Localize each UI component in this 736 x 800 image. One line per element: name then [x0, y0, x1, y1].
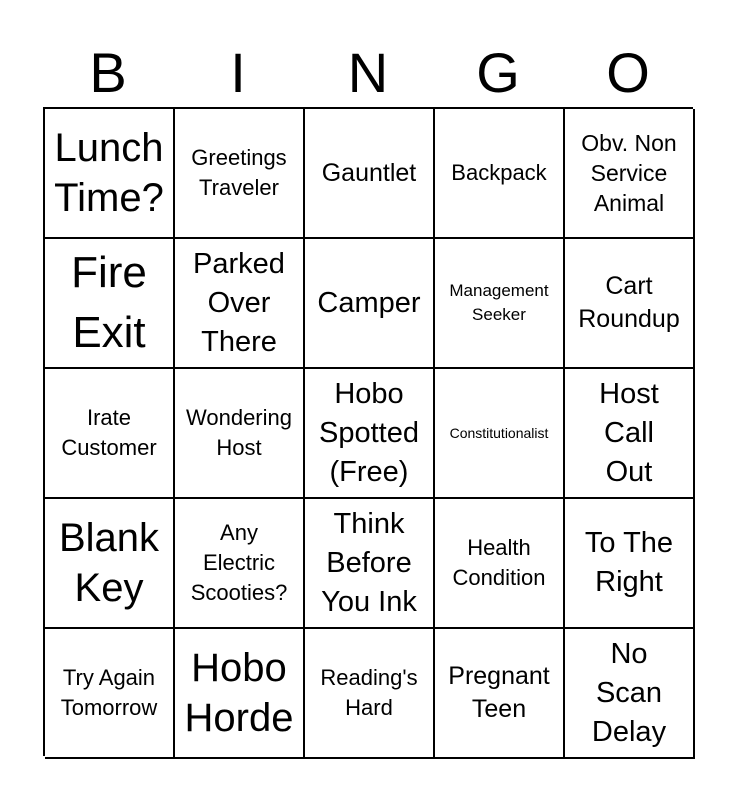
bingo-cell[interactable]	[435, 109, 565, 239]
cell-text: Parked Over There	[193, 247, 285, 358]
header-letter-i: I	[230, 41, 246, 104]
bingo-cell[interactable]	[175, 109, 305, 239]
bingo-cell[interactable]	[175, 369, 305, 499]
bingo-cell[interactable]	[565, 499, 695, 629]
bingo-cell[interactable]	[45, 499, 175, 629]
cell-text: Think Before You Ink	[321, 507, 417, 618]
bingo-cell[interactable]	[305, 499, 435, 629]
cell-text: Try Again Tomorrow	[60, 665, 158, 720]
bingo-cell[interactable]	[45, 369, 175, 499]
bingo-cell[interactable]	[305, 629, 435, 759]
bingo-cell[interactable]	[565, 109, 695, 239]
bingo-cell[interactable]	[435, 499, 565, 629]
cell-text: Camper	[317, 286, 421, 319]
cell-text: To The Right	[584, 527, 674, 598]
cell-text: Management Seeker	[449, 281, 549, 324]
cell-text: Blank Key	[58, 516, 160, 610]
cell-text: Gauntlet	[321, 158, 417, 187]
cell-text: Obv. Non Service Animal	[581, 130, 677, 216]
bingo-cell[interactable]	[45, 239, 175, 369]
cell-text: Irate Customer	[61, 405, 157, 460]
bingo-grid	[43, 107, 693, 756]
bingo-cell[interactable]	[175, 239, 305, 369]
cell-text: Backpack	[451, 160, 547, 185]
cell-text: Reading's Hard	[320, 665, 418, 720]
bingo-header	[43, 38, 693, 108]
cell-text: No Scan Delay	[591, 637, 667, 748]
header-letter-b: B	[89, 41, 127, 104]
cell-text: Cart Roundup	[578, 272, 680, 333]
bingo-cell[interactable]	[45, 629, 175, 759]
cell-text: Wondering Host	[186, 405, 292, 460]
bingo-cell[interactable]	[435, 629, 565, 759]
bingo-cell[interactable]	[565, 629, 695, 759]
bingo-cell[interactable]	[175, 629, 305, 759]
cell-text: Greetings Traveler	[191, 145, 287, 200]
bingo-cell[interactable]	[305, 239, 435, 369]
bingo-cell[interactable]	[565, 239, 695, 369]
cell-text: Fire Exit	[71, 248, 147, 357]
header-letter-n: N	[347, 41, 389, 104]
cell-text: Hobo Spotted (Free)	[319, 377, 419, 488]
header-letter-o: O	[606, 41, 650, 104]
bingo-cell[interactable]	[45, 109, 175, 239]
bingo-cell[interactable]	[565, 369, 695, 499]
cell-text: Any Electric Scooties?	[190, 520, 288, 605]
cell-text: Hobo Horde	[184, 646, 294, 740]
cell-text: Pregnant Teen	[448, 662, 550, 723]
header-letter-g: G	[476, 41, 520, 104]
cell-text: Lunch Time?	[54, 126, 164, 220]
bingo-cell[interactable]	[175, 499, 305, 629]
cell-text: Constitutionalist	[449, 425, 549, 441]
bingo-cell[interactable]	[435, 239, 565, 369]
bingo-cell[interactable]	[435, 369, 565, 499]
bingo-cell[interactable]	[305, 109, 435, 239]
cell-text: Host Call Out	[599, 377, 659, 488]
bingo-cell[interactable]	[305, 369, 435, 499]
cell-text: Health Condition	[452, 535, 546, 590]
